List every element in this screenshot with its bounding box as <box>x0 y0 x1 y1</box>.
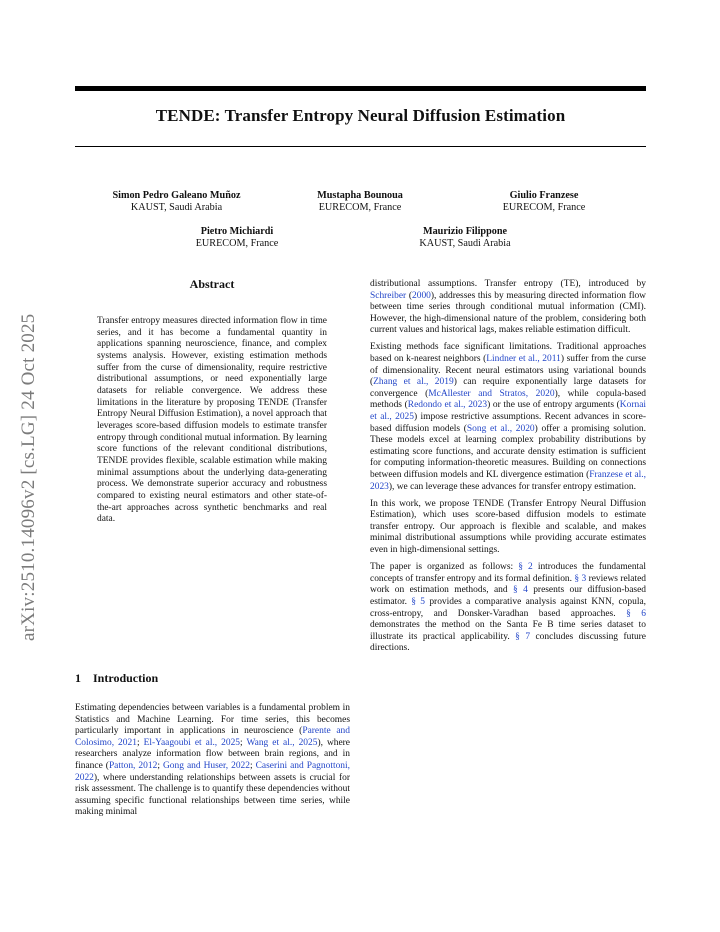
text-run: ), addresses this by measuring directed information flow between time series through conditional mutual information (CMI). However, the high-dimensional nature of the problem, considering both current values and historical lags, makes reliable estimation difficult. <box>370 290 646 336</box>
citation-link[interactable]: § 5 <box>411 596 426 607</box>
citation-link[interactable]: § 6 <box>626 608 646 619</box>
section-title: Introduction <box>93 671 159 685</box>
citation-link[interactable]: Caserini and Pagnottoni, 2022 <box>75 760 351 783</box>
citation-link[interactable]: Schreiber <box>370 290 407 301</box>
author-block <box>84 190 269 214</box>
citation-link[interactable]: § 4 <box>513 585 528 596</box>
paragraph <box>370 342 646 493</box>
text-run: ( <box>406 290 413 301</box>
text-run: ), where understanding relationships between assets is crucial for risk assessment. The challenge is to quantify these dependencies without assuming specific functional relationships between time series, while making minimal <box>75 772 350 818</box>
text-run: provides a comparative analysis against KNN, copula, cross-entropy, and Donsker-Varadhan based approaches. <box>370 596 646 619</box>
text-run: ), we can leverage these advances for transfer entropy estimation. <box>388 481 636 492</box>
section-heading-introduction <box>75 671 158 686</box>
text-run: ; <box>250 760 256 771</box>
paragraph <box>370 562 646 655</box>
citation-link[interactable]: McAllester and Stratos, 2020 <box>428 388 555 399</box>
text-run: Estimating dependencies between variables is a fundamental problem in Statistics and Machine Learning. For time series, this becomes particularly important in applications in neuroscience ( <box>75 703 350 737</box>
text-run: ) can require exponentially large datasets for convergence ( <box>370 377 646 399</box>
author-affiliation: EURECOM, France <box>195 238 279 249</box>
citation-link[interactable]: Redondo et al., 2023 <box>407 400 488 411</box>
author-affiliation: EURECOM, France <box>318 202 402 213</box>
text-run: ) suffer from the curse of dimensionality. Recent neural estimators using variational bounds ( <box>370 354 646 388</box>
text-run: presents our diffusion-based estimator. <box>370 585 647 607</box>
title-rule-bottom <box>75 146 646 147</box>
citation-link[interactable]: Song et al., 2020 <box>466 423 535 434</box>
citation-link[interactable]: Gong and Huser, 2022 <box>162 760 250 771</box>
text-run: ) offer a promising solution. These models excel at learning complex probability distributions by estimating score functions, and accurate density estimation is sufficient for computing information-theoretic measures. Building on connections between diffusion models and KL divergence estimation ( <box>370 423 646 480</box>
text-run: ; <box>240 737 247 748</box>
title-rule-top <box>75 86 646 91</box>
paragraph <box>370 279 646 337</box>
text-run: ; <box>157 760 163 771</box>
paper-title: TENDE: Transfer Entropy Neural Diffusion Estimation <box>155 106 566 125</box>
text-run: distributional assumptions. Transfer entropy (TE), introduced by <box>370 279 646 289</box>
citation-link[interactable]: Wang et al., 2025 <box>246 737 318 748</box>
citation-link[interactable]: § 3 <box>574 573 587 584</box>
citation-link[interactable]: § 2 <box>518 562 533 573</box>
text-run: ; <box>136 737 144 748</box>
citation-link[interactable]: Franzese et al., 2023 <box>370 470 646 492</box>
text-run: introduces the fundamental concepts of transfer entropy and its formal definition. <box>370 562 646 584</box>
author-name: Simon Pedro Galeano Muñoz <box>112 190 241 201</box>
paragraph <box>75 703 350 819</box>
citation-link[interactable]: Kornai et al., 2025 <box>370 400 647 423</box>
text-run: Existing methods face significant limitations. Traditional approaches based on k-nearest neighbors ( <box>370 342 646 365</box>
author-block <box>395 226 535 250</box>
text-run: In this work, we propose TENDE (Transfer Entropy Neural Diffusion Estimation), which uses score-based diffusion models to estimate transfer entropy. Our approach is flexible and scalable, and makes minimal distributional assumptions while providing accurate estimates even in high-dimensional settings. <box>370 498 646 556</box>
text-run: reviews related work on estimation methods, and <box>370 573 646 596</box>
text-run: demonstrates the method on the Santa Fe B time series dataset to illustrate its practical applicability. <box>370 620 646 642</box>
citation-link[interactable]: 2000 <box>412 290 431 301</box>
author-affiliation: KAUST, Saudi Arabia <box>130 202 223 213</box>
text-run: ) or the use of entropy arguments ( <box>487 400 620 411</box>
author-name: Giulio Franzese <box>509 190 579 201</box>
author-block <box>290 190 430 214</box>
text-run: concludes discussing future directions. <box>370 631 646 654</box>
citation-link[interactable]: El-Yaagoubi et al., 2025 <box>143 737 241 748</box>
author-name: Mustapha Bounoua <box>317 190 403 201</box>
abstract-heading: Abstract <box>189 277 235 291</box>
text-run: ), where researchers analyze information flow between brain regions, and in finance ( <box>75 737 351 771</box>
text-run: ) impose restrictive assumptions. Recent advances in score-based diffusion models ( <box>370 412 646 434</box>
citation-link[interactable]: Zhang et al., 2019 <box>373 377 454 388</box>
citation-link[interactable]: Parente and Colosimo, 2021 <box>75 726 350 748</box>
left-column-body <box>75 703 350 819</box>
right-column-body <box>370 279 646 660</box>
text-run: The paper is organized as follows: <box>370 562 519 573</box>
author-affiliation: EURECOM, France <box>502 202 586 213</box>
author-name: Pietro Michiardi <box>200 226 274 237</box>
abstract-text: Transfer entropy measures directed information flow in time series, and it has become a fundamental quantity in applications spanning neuroscience, finance, and complex systems analysis. However, existing estimation methods suffer from the curse of dimensionality, require restrictive distributional assumptions, or need exponentially large datasets for reliable convergence. We address these limitations in the literature by proposing TENDE (Transfer Entropy Neural Diffusion Estimation), a novel approach that leverages score-based diffusion models to estimate transfer entropy through conditional mutual information. By learning score functions of the relevant conditional distributions, TENDE provides flexible, scalable estimation while making minimal assumptions about the underlying data-generating process. We demonstrate superior accuracy and robustness compared to existing neural estimators and other state-of-the-art approaches across synthetic benchmarks and real data. <box>97 316 327 525</box>
paragraph <box>370 499 646 557</box>
author-block <box>474 190 614 214</box>
citation-link[interactable]: § 7 <box>515 631 531 642</box>
author-name: Maurizio Filippone <box>422 226 508 237</box>
author-affiliation: KAUST, Saudi Arabia <box>419 238 511 249</box>
citation-link[interactable]: Patton, 2012 <box>108 760 158 771</box>
author-block <box>167 226 307 250</box>
text-run: ), while copula-based methods ( <box>370 388 646 411</box>
citation-link[interactable]: Lindner et al., 2011 <box>486 354 561 365</box>
section-number: 1 <box>75 671 81 685</box>
arxiv-identifier-stamp: arXiv:2510.14096v2 [cs.LG] 24 Oct 2025 <box>18 313 39 641</box>
